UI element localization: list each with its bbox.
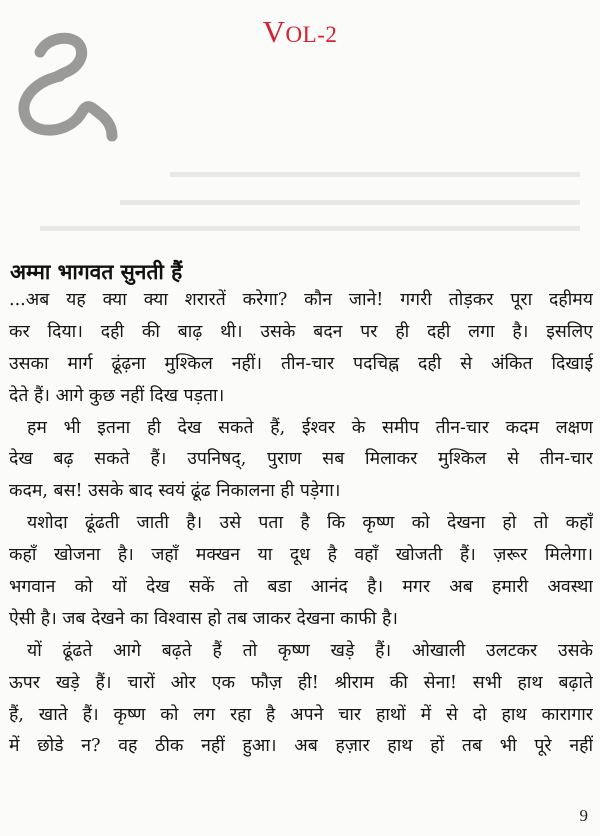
body-text (9, 285, 593, 763)
body-line: ऐसी है। जब देखने का विश्वास हो तब जाकर देखना काफी है। (9, 608, 398, 629)
body-line: कदम, बस! उसके बाद स्वयं ढूंढ निकालना ही पड़ेगा। (9, 481, 341, 502)
body-line: देते हैं। आगे कुछ नहीं दिख पड़ता। (9, 385, 225, 406)
body-line: यों ढूंढते आगे बढ़ते हैं तो कृष्ण खड़े हैं। ओखाली उलटकर उसके (27, 640, 593, 661)
body-line: हम भी इतना ही देख सकते हैं, ईश्वर के समीप तीन-चार कदम लक्षण (27, 417, 593, 438)
page-show-through (0, 160, 600, 240)
body-line: यशोदा ढूंढती जाती है। उसे पता है कि कृष्ण को देखना हो तो कहाँ (27, 513, 593, 534)
volume-label-initial: V (262, 14, 286, 49)
body-line: कर दिया। दही की बाढ़ थी। उसके बदन पर ही दही लगा है। इसलिए (9, 321, 593, 342)
body-line: भगवान को यों देख सकें तो बडा आनंद है। मगर अब हमारी अवस्था (9, 577, 593, 598)
body-line: में छोडे न? वह ठीक नहीं हुआ। अब हज़ार हाथ हों तब भी पूरे नहीं (9, 736, 593, 757)
body-line: ऊपर खड़े हैं। चारों ओर एक फौज़ ही! श्रीराम की सेना! सभी हाथ बढ़ाते (9, 672, 593, 693)
chapter-title: अम्मा भागवत सुनती हैं (10, 259, 183, 284)
volume-label-rest: OL-2 (285, 22, 338, 47)
body-line: ...अब यह क्या क्या शरारतें करेगा? कौन जाने! गगरी तोड़कर पूरा दहीमय (9, 290, 593, 310)
devanagari-digit-six-icon (8, 0, 128, 160)
body-line: उसका मार्ग ढूंढ़ना मुश्किल नहीं। तीन-चार पदचिह्न दही से अंकित दिखाई (9, 353, 593, 374)
body-line: देख बढ़ सकते हैं। उपनिषद्, पुराण सब मिलाकर मुश्किल से तीन-चार (9, 449, 593, 470)
body-line: कहाँ खोजना है। जहाँ मक्खन या दूध है वहाँ खोजती हैं। ज़रूर मिलेगा। (9, 545, 593, 566)
page-number: 9 (579, 806, 588, 825)
body-line: हैं, खाते हैं। कृष्ण को लग रहा है अपने चार हाथों में से दो हाथ कारागार (9, 704, 593, 725)
